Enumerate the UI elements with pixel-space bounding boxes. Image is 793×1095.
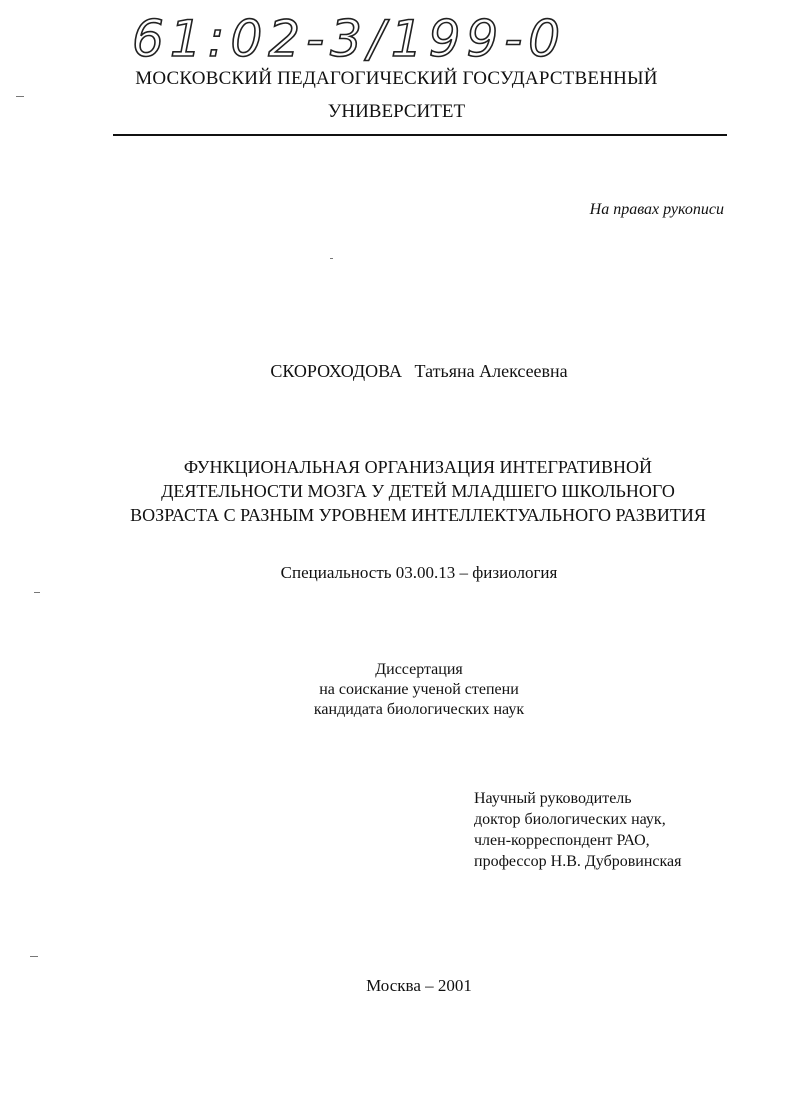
header-divider: [113, 134, 727, 136]
dissertation-title: [0, 455, 793, 527]
supervisor-line: Научный руководитель: [474, 790, 632, 807]
supervisor-line: профессор Н.В. Дубровинская: [474, 853, 682, 870]
scan-speck: [330, 258, 333, 259]
author-name: [0, 361, 793, 382]
city-and-year: Москва – 2001: [366, 976, 472, 995]
title-line: ДЕЯТЕЛЬНОСТИ МОЗГА У ДЕТЕЙ МЛАДШЕГО ШКОЛЬНОГО: [161, 481, 675, 501]
author-surname: СКОРОХОДОВА: [270, 361, 403, 381]
supervisor-line: член-корреспондент РАО,: [474, 832, 650, 849]
scan-speck: [30, 956, 38, 957]
degree-line: Диссертация: [375, 661, 463, 678]
handwritten-archive-number: [128, 4, 648, 66]
archive-number-text: 61:02-3/199-0: [132, 10, 567, 66]
scan-speck: [34, 592, 40, 593]
title-line: ВОЗРАСТА С РАЗНЫМ УРОВНЕМ ИНТЕЛЛЕКТУАЛЬНОГО РАЗВИТИЯ: [130, 505, 706, 525]
author-given-names: Татьяна Алексеевна: [414, 361, 568, 381]
manuscript-note: На правах рукописи: [589, 201, 724, 218]
supervisor-line: доктор биологических наук,: [474, 811, 666, 828]
handwritten-archive-number-drawing: [128, 4, 648, 66]
degree-line: на соискание ученой степени: [319, 681, 519, 698]
degree-statement: [0, 660, 793, 720]
university-name-line-2: УНИВЕРСИТЕТ: [327, 101, 466, 122]
degree-line: кандидата биологических наук: [313, 701, 525, 718]
specialty: Специальность 03.00.13 – физиология: [280, 563, 558, 582]
scientific-supervisor: [474, 788, 681, 872]
university-name-line-1: МОСКОВСКИЙ ПЕДАГОГИЧЕСКИЙ ГОСУДАРСТВЕННЫЙ: [135, 68, 658, 89]
scan-speck: [16, 96, 24, 97]
title-line: ФУНКЦИОНАЛЬНАЯ ОРГАНИЗАЦИЯ ИНТЕГРАТИВНОЙ: [183, 457, 653, 477]
